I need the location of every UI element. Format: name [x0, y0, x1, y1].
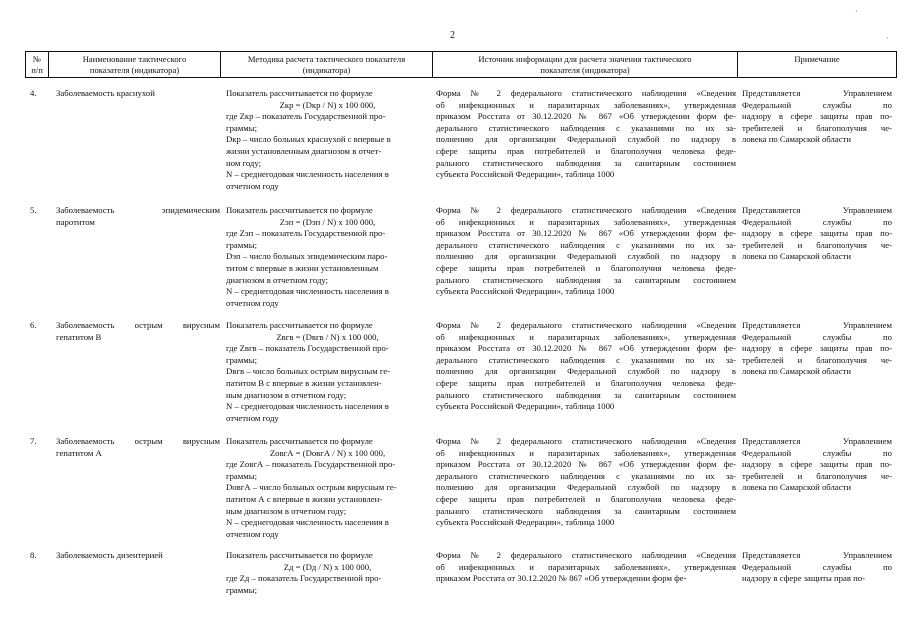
source-line: сфере защиты прав потребителей и благополучия человека феде- [436, 493, 736, 504]
source-line: Форма № 2 федерального статистического наблюдения «Сведения [436, 550, 736, 560]
method-line: N – среднегодовая численность населения в [226, 517, 389, 528]
header-col-method [220, 51, 433, 78]
calculation-method [226, 436, 429, 540]
source-line: полнению для организации Федеральной службой по надзору в [436, 134, 736, 145]
header-col-note [737, 51, 897, 78]
indicator-name-line: паротитом [56, 216, 95, 227]
indicator-name [56, 205, 220, 228]
scan-mark: · [855, 7, 858, 16]
source-line: приказом Росстата от 30.12.2020 № 867 «Об утверждении форм фе- [436, 228, 736, 239]
source-line: полнению для организации Федеральной службой по надзору в [436, 482, 736, 493]
source-line: об инфекционных и паразитарных заболеваниях», утвержденная [436, 99, 736, 110]
row-number-text: 8. [30, 550, 37, 560]
source-line: сфере защиты прав потребителей и благополучия человека феде- [436, 262, 736, 273]
note-line: Федеральной службы по [742, 561, 892, 572]
note-line: ловека по Самарской области [742, 366, 851, 377]
header-text: Источник информации для расчета значения тактического [478, 54, 692, 64]
header-text: п/п [31, 65, 43, 75]
method-line: граммы; [226, 122, 258, 133]
method-line: N – среднегодовая численность населения в [226, 401, 389, 412]
source-line: субъекта Российской Федерации», таблица 1000 [436, 517, 615, 528]
source-line: об инфекционных и паразитарных заболеваниях», утвержденная [436, 447, 736, 458]
method-line: граммы; [226, 584, 258, 595]
method-line: Показатель рассчитывается по формуле [226, 88, 373, 98]
method-line: ном году; [226, 157, 261, 168]
source-line: рального статистического наблюдения за санитарным состоянием [436, 505, 736, 516]
source-line: об инфекционных и паразитарных заболеваниях», утвержденная [436, 216, 736, 227]
method-line: отчетном году [226, 180, 279, 191]
source-line: дерального статистического наблюдения с указаниями по их за- [436, 239, 736, 250]
note-line: надзору в сфере защиты прав по- [742, 343, 892, 354]
note [742, 320, 892, 378]
formula: Zвгв = (Dвгв / N) x 100 000, [276, 331, 379, 342]
source-line: приказом Росстата от 30.12.2020 № 867 «Об утверждении форм фе- [436, 573, 687, 584]
note-line: Федеральной службы по [742, 216, 892, 227]
method-line: Показатель рассчитывается по формуле [226, 320, 373, 330]
indicator-name [56, 88, 220, 100]
method-line: граммы; [226, 239, 258, 250]
scan-mark: · [886, 34, 889, 43]
note-line: требителей и благополучия че- [742, 354, 892, 365]
method-line: N – среднегодовая численность населения в [226, 169, 389, 180]
row-number-text: 7. [30, 436, 37, 446]
row-number [30, 88, 50, 100]
indicator-name-line: гепатитом В [56, 331, 102, 342]
method-line: Показатель рассчитывается по формуле [226, 436, 373, 446]
indicator-name-line: Заболеваемость дизентерией [56, 550, 163, 560]
source-line: Форма № 2 федерального статистического наблюдения «Сведения [436, 88, 736, 98]
note-line: ловека по Самарской области [742, 134, 851, 145]
information-source [436, 205, 736, 298]
indicator-name-line: Заболеваемость острым вирусным [56, 320, 220, 330]
method-line: патитом А с впервые в жизни установлен- [226, 493, 383, 504]
row-number-text: 4. [30, 88, 37, 98]
note-line: Представляется Управлением [742, 320, 892, 330]
method-line: Показатель рассчитывается по формуле [226, 550, 373, 560]
note-line: требителей и благополучия че- [742, 470, 892, 481]
indicator-name [56, 550, 220, 562]
source-line: полнению для организации Федеральной службой по надзору в [436, 251, 736, 262]
method-line: где Zкр – показатель Государственной про- [226, 111, 386, 122]
note-line: ловека по Самарской области [742, 251, 851, 262]
note [742, 436, 892, 494]
source-line: об инфекционных и паразитарных заболеваниях», утвержденная [436, 561, 736, 572]
information-source [436, 550, 736, 585]
header-text: Примечание [794, 54, 840, 64]
source-line: дерального статистического наблюдения с указаниями по их за- [436, 470, 736, 481]
note-line: Федеральной службы по [742, 331, 892, 342]
method-line: отчетном году [226, 528, 279, 539]
method-line: где Zд – показатель Государственной про- [226, 573, 382, 584]
row-number [30, 436, 50, 448]
source-line: об инфекционных и паразитарных заболеваниях», утвержденная [436, 331, 736, 342]
source-line: приказом Росстата от 30.12.2020 № 867 «Об утверждении форм фе- [436, 343, 736, 354]
information-source [436, 320, 736, 413]
method-line: ным диагнозом в отчетном году; [226, 389, 347, 400]
formula: ZовгА = (DовгА / N) x 100 000, [269, 447, 386, 458]
method-line: где Zэп – показатель Государственной про- [226, 228, 386, 239]
header-text: показателя (индикатора) [540, 65, 630, 75]
note-line: Федеральной службы по [742, 447, 892, 458]
method-line: Dэп – число больных эпидемическим паро- [226, 251, 388, 262]
method-line: N – среднегодовая численность населения в [226, 286, 389, 297]
method-line: граммы; [226, 470, 258, 481]
row-number-text: 5. [30, 205, 37, 215]
source-line: Форма № 2 федерального статистического наблюдения «Сведения [436, 205, 736, 215]
method-line: диагнозом в отчетном году; [226, 274, 329, 285]
method-line: где Zвгв – показатель Государственной про- [226, 343, 389, 354]
method-line: Показатель рассчитывается по формуле [226, 205, 373, 215]
method-line: титом с впервые в жизни установленным [226, 262, 379, 273]
note-line: Представляется Управлением [742, 205, 892, 215]
method-line: где ZовгА – показатель Государственной про- [226, 459, 396, 470]
row-number [30, 205, 50, 217]
note-line: Федеральной службы по [742, 99, 892, 110]
calculation-method [226, 205, 429, 309]
note-line: Представляется Управлением [742, 436, 892, 446]
indicator-name-line: Заболеваемость острым вирусным [56, 436, 220, 446]
method-line: Dкр – число больных краснухой с впервые в [226, 134, 391, 145]
note [742, 205, 892, 263]
header-col-source [432, 51, 738, 78]
source-line: Форма № 2 федерального статистического наблюдения «Сведения [436, 320, 736, 330]
header-text: показателя (индикатора) [89, 65, 180, 75]
information-source [436, 88, 736, 181]
indicator-name-line: Заболеваемость краснухой [56, 88, 155, 98]
header-col-num [25, 51, 49, 78]
source-line: субъекта Российской Федерации», таблица 1000 [436, 401, 615, 412]
note-line: требителей и благополучия че- [742, 239, 892, 250]
source-line: дерального статистического наблюдения с указаниями по их за- [436, 354, 736, 365]
method-line: граммы; [226, 354, 258, 365]
source-line: рального статистического наблюдения за санитарным состоянием [436, 389, 736, 400]
method-line: отчетном году [226, 412, 279, 423]
note-line: Представляется Управлением [742, 550, 892, 560]
source-line: рального статистического наблюдения за санитарным состоянием [436, 157, 736, 168]
source-line: Форма № 2 федерального статистического наблюдения «Сведения [436, 436, 736, 446]
note-line: надзору в сфере защиты прав по- [742, 111, 892, 122]
method-line: ным диагнозом в отчетном году; [226, 505, 347, 516]
row-number [30, 320, 50, 332]
calculation-method [226, 550, 429, 596]
source-line: приказом Росстата от 30.12.2020 № 867 «Об утверждении форм фе- [436, 111, 736, 122]
note-line: Представляется Управлением [742, 88, 892, 98]
row-number [30, 550, 50, 562]
formula: Zэп = (Dэп / N) x 100 000, [279, 216, 376, 227]
source-line: сфере защиты прав потребителей и благополучия человека феде- [436, 145, 736, 156]
method-line: патитом В с впервые в жизни установлен- [226, 377, 382, 388]
calculation-method [226, 88, 429, 192]
formula: Zд = (Dд / N) x 100 000, [283, 561, 372, 572]
method-line: жизни установленным диагнозом в отчет- [226, 145, 382, 156]
note [742, 88, 892, 146]
header-text: № [32, 54, 42, 64]
indicator-name-line: гепатитом А [56, 447, 102, 458]
header-text: (индикатора) [302, 65, 351, 75]
method-line: DовгА – число больных острым вирусным ге- [226, 482, 397, 493]
header-text: Наименование тактического [82, 54, 187, 64]
information-source [436, 436, 736, 529]
source-line: приказом Росстата от 30.12.2020 № 867 «Об утверждении форм фе- [436, 459, 736, 470]
indicator-name [56, 320, 220, 343]
method-line: Dвгв – число больных острым вирусным ге- [226, 366, 391, 377]
source-line: субъекта Российской Федерации», таблица 1000 [436, 286, 615, 297]
note-line: надзору в сфере защиты прав по- [742, 459, 892, 470]
source-line: рального статистического наблюдения за санитарным состоянием [436, 274, 736, 285]
header-text: Методика расчета тактического показателя [247, 54, 406, 64]
source-line: дерального статистического наблюдения с указаниями по их за- [436, 122, 736, 133]
page-number: 2 [450, 30, 455, 41]
header-col-name [48, 51, 221, 78]
indicator-name [56, 436, 220, 459]
row-number-text: 6. [30, 320, 37, 330]
note-line: надзору в сфере защиты прав по- [742, 228, 892, 239]
note-line: требителей и благополучия че- [742, 122, 892, 133]
source-line: субъекта Российской Федерации», таблица 1000 [436, 169, 615, 180]
indicator-name-line: Заболеваемость эпидемическим [56, 205, 220, 215]
note [742, 550, 892, 585]
method-line: отчетном году [226, 297, 279, 308]
formula: Zкр = (Dкр / N) x 100 000, [279, 99, 376, 110]
calculation-method [226, 320, 429, 424]
source-line: сфере защиты прав потребителей и благополучия человека феде- [436, 377, 736, 388]
source-line: полнению для организации Федеральной службой по надзору в [436, 366, 736, 377]
note-line: надзору в сфере защиты прав по- [742, 573, 866, 584]
note-line: ловека по Самарской области [742, 482, 851, 493]
